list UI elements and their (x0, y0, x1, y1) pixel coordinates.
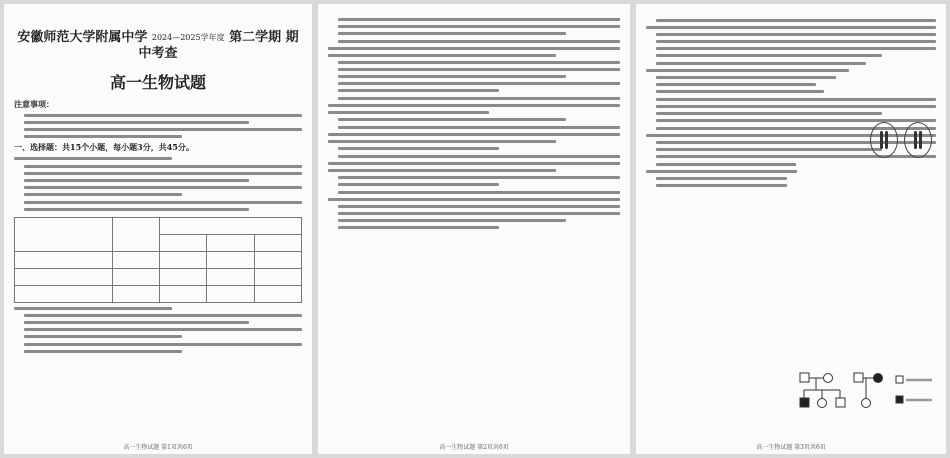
exam-name: 期中考查 (138, 30, 299, 61)
question-row (646, 163, 936, 166)
option-line (338, 212, 620, 215)
question-line (14, 307, 172, 310)
question-line (328, 111, 489, 114)
question-row (14, 343, 302, 346)
option-line (24, 172, 302, 175)
option-line (656, 83, 816, 86)
pedigree-male (836, 398, 845, 407)
option-line (338, 147, 499, 150)
question-line (328, 162, 620, 165)
option-line (338, 183, 499, 186)
option-line (338, 68, 620, 71)
school-year: 2024—2025学年度 (151, 33, 225, 42)
option-line (338, 118, 566, 121)
cell-figure (904, 122, 932, 158)
cell-figure (870, 122, 898, 158)
option-line (656, 90, 824, 93)
section-title: 一、选择题：共15个小题，每小题3分，共45分。 (14, 142, 194, 152)
option-line (24, 193, 182, 196)
question-line (646, 26, 936, 29)
page-3 (636, 4, 946, 454)
option-line (24, 186, 302, 189)
option-line (656, 112, 882, 115)
option-line (338, 176, 620, 179)
option-line (656, 40, 936, 43)
pedigree-male (800, 373, 809, 382)
question-line (646, 69, 849, 72)
option-line (338, 32, 566, 35)
page-footer: 高一生物试题 第3页共6页 (756, 444, 826, 451)
question-line (328, 140, 556, 143)
option-line (656, 54, 882, 57)
option-line (656, 47, 936, 50)
option-line (338, 25, 620, 28)
page-1 (4, 4, 312, 454)
exam-header (14, 30, 302, 62)
note-line (24, 114, 302, 117)
option-line (656, 148, 882, 151)
option-line (24, 179, 249, 182)
legend-affected-icon (896, 396, 903, 403)
section-line (14, 157, 172, 160)
question-line (24, 208, 249, 211)
notes-title: 注意事项： (14, 99, 54, 109)
option-line (656, 33, 936, 36)
page-footer: 高一生物试题 第2页共6页 (439, 444, 509, 451)
experiment-table (14, 217, 302, 303)
option-line (24, 314, 302, 317)
pedigree-female (862, 399, 871, 408)
option-line (338, 75, 566, 78)
option-line (24, 321, 249, 324)
subject-title: 高一生物试题 (109, 73, 206, 92)
question-row (14, 201, 302, 204)
option-line (338, 18, 620, 21)
note-line (24, 121, 249, 124)
pedigree-affected-female (874, 374, 883, 383)
option-line (24, 350, 182, 353)
pedigree-female (824, 374, 833, 383)
question-row (328, 126, 620, 129)
pedigree-affected-male (800, 398, 809, 407)
option-line (338, 61, 620, 64)
question-line (646, 170, 797, 173)
question-row (328, 40, 620, 43)
option-line (656, 177, 787, 180)
question-row (328, 155, 620, 158)
option-line (338, 82, 620, 85)
option-line (656, 184, 787, 187)
pedigree-male (854, 373, 863, 382)
option-line (24, 328, 302, 331)
option-line (338, 226, 499, 229)
question-line (328, 169, 556, 172)
option-line (24, 335, 182, 338)
note-line (24, 128, 302, 131)
option-line (338, 205, 620, 208)
pedigree-chart (798, 370, 936, 422)
option-line (338, 89, 499, 92)
page-2 (318, 4, 630, 454)
chromosome-figure (870, 122, 932, 158)
pedigree-female (818, 399, 827, 408)
legend-normal-icon (896, 376, 903, 383)
term: 第二学期 (229, 30, 282, 45)
school-name: 安徽师范大学附属中学 (17, 30, 148, 45)
note-line (24, 135, 182, 138)
question-row (328, 97, 620, 100)
question-row (328, 191, 620, 194)
option-line (656, 105, 936, 108)
question-line (328, 47, 620, 50)
question-line (328, 198, 620, 201)
question-row (646, 19, 936, 22)
option-line (656, 76, 836, 79)
question-line (328, 104, 620, 107)
option-line (338, 219, 566, 222)
question-line (328, 133, 620, 136)
question-row (14, 165, 302, 168)
question-line (328, 54, 556, 57)
question-row (646, 62, 936, 65)
question-row (646, 98, 936, 101)
page-footer: 高一生物试题 第1页共6页 (123, 444, 193, 451)
